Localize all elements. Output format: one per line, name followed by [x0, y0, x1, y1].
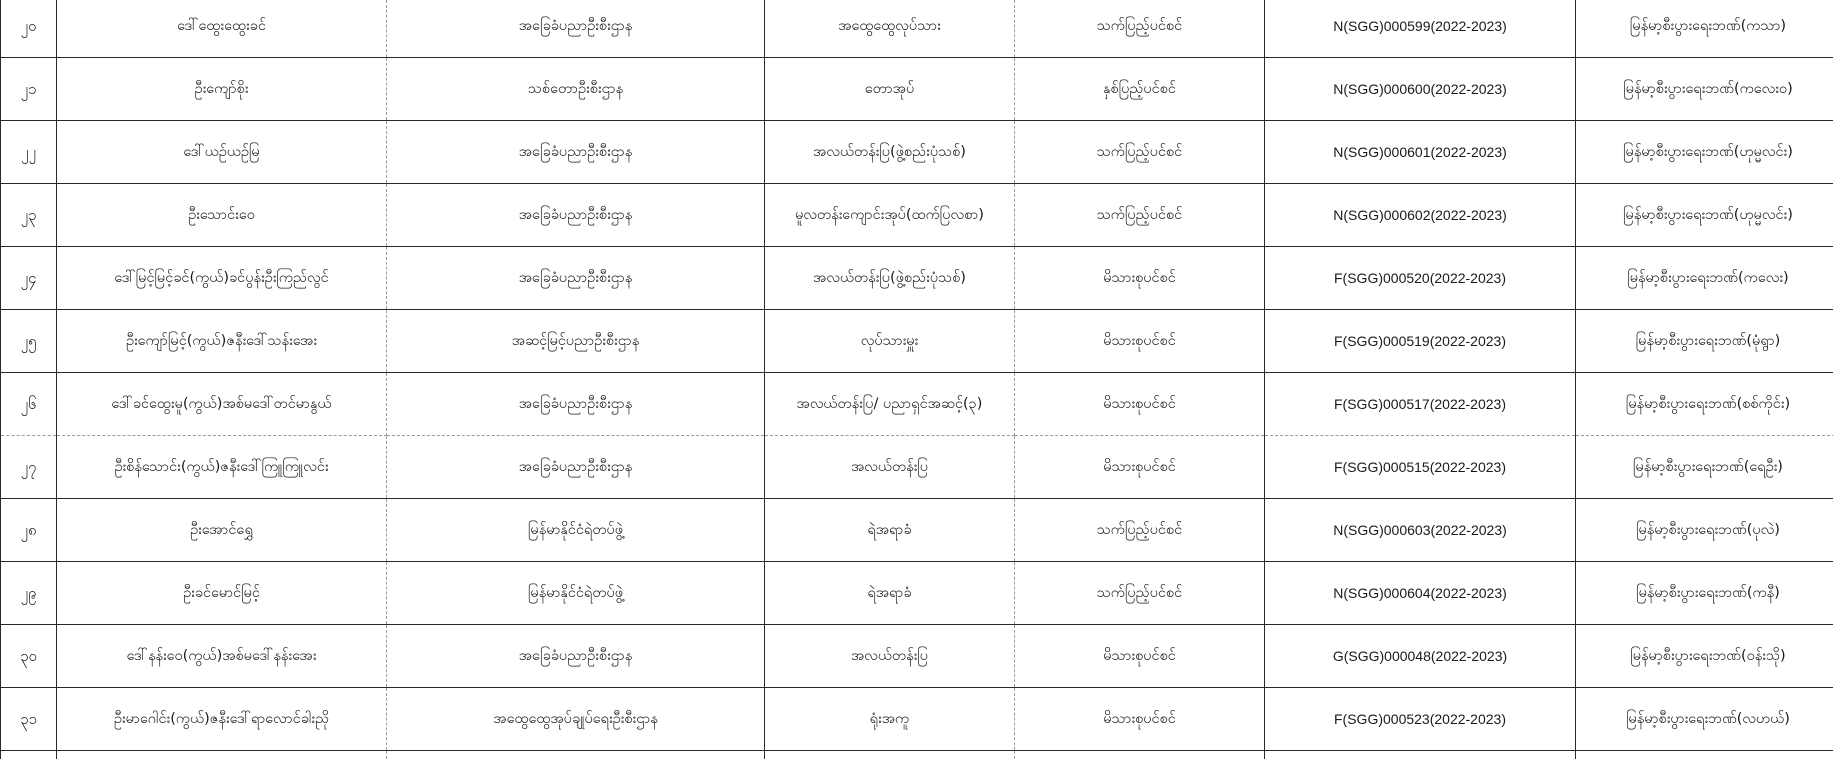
- position-cell: အလယ်တန်းပြ/ ပညာရှင်အဆင့်(၃): [765, 373, 1015, 436]
- position-cell: အလယ်တန်းပြ(ဖွဲ့စည်းပုံသစ်): [765, 247, 1015, 310]
- table-row: [1, 58, 1833, 121]
- pension-type-cell: သက်ပြည့်ပင်စင်: [1015, 0, 1265, 58]
- pension-code-cell: N(SGG)000604(2022-2023): [1265, 562, 1576, 625]
- table-row: [1, 373, 1833, 436]
- pension-code-cell: N(SGG)000601(2022-2023): [1265, 121, 1576, 184]
- row-number-cell: ၂၅: [1, 310, 57, 373]
- department-cell: မြန်မာနိုင်ငံရဲတပ်ဖွဲ့: [387, 562, 765, 625]
- position-cell: တောအုပ်: [765, 58, 1015, 121]
- bank-branch-cell: မြန်မာ့စီးပွားရေးဘဏ်(ပုလဲ): [1576, 499, 1833, 562]
- row-number-cell: ၂၉: [1, 562, 57, 625]
- pension-type-cell: သက်ပြည့်ပင်စင်: [1015, 121, 1265, 184]
- pension-type-cell: မိသားစုပင်စင်: [1015, 436, 1265, 499]
- position-cell: မူလတန်းကျောင်းအုပ်(ထက်ပြလစာ): [765, 184, 1015, 247]
- row-number-cell: ၃၁: [1, 688, 57, 751]
- bank-branch-cell: မြန်မာ့စီးပွားရေးဘဏ်(မုံရွာ): [1576, 310, 1833, 373]
- name-cell: ဦးကျော်မြင့်(ကွယ်)ဇနီးဒေါ်သန်းအေး: [57, 310, 387, 373]
- department-cell: အထွေထွေအုပ်ချုပ်ရေးဦးစီးဌာန: [387, 688, 765, 751]
- pension-type-cell: သက်ပြည့်ပင်စင်: [1015, 184, 1265, 247]
- pension-type-cell: မိသားစုပင်စင်: [1015, 688, 1265, 751]
- bank-branch-cell: မြန်မာ့စီးပွားရေးဘဏ်(လဟယ်): [1576, 688, 1833, 751]
- name-cell: ဦးကျော်စိုး: [57, 58, 387, 121]
- table-body: [1, 0, 1833, 759]
- bank-branch-cell: မြန်မာ့စီးပွားရေးဘဏ်(ကသာ): [1576, 0, 1833, 58]
- table-row: [1, 751, 1833, 759]
- table-row: [1, 0, 1833, 58]
- pension-code-cell: N(SGG)000603(2022-2023): [1265, 499, 1576, 562]
- row-number-cell: ၂၂: [1, 121, 57, 184]
- table-row: [1, 121, 1833, 184]
- pension-type-cell: [1015, 751, 1265, 759]
- table-row: [1, 499, 1833, 562]
- position-cell: အလယ်တန်းပြ: [765, 625, 1015, 688]
- pension-type-cell: သက်ပြည့်ပင်စင်: [1015, 499, 1265, 562]
- row-number-cell: ၂၈: [1, 499, 57, 562]
- pension-type-cell: မိသားစုပင်စင်: [1015, 310, 1265, 373]
- pension-code-cell: N(SGG)000600(2022-2023): [1265, 58, 1576, 121]
- pension-code-cell: F(SGG)000517(2022-2023): [1265, 373, 1576, 436]
- row-number-cell: ၂၇: [1, 436, 57, 499]
- department-cell: အခြေခံပညာဦးစီးဌာန: [387, 436, 765, 499]
- position-cell: လုပ်သားမှူး: [765, 310, 1015, 373]
- bank-branch-cell: မြန်မာ့စီးပွားရေးဘဏ်(ကလေး): [1576, 247, 1833, 310]
- name-cell: ဦးသောင်းဝေ: [57, 184, 387, 247]
- bank-branch-cell: မြန်မာ့စီးပွားရေးဘဏ်(ဟုမ္မလင်း): [1576, 184, 1833, 247]
- row-number-cell: ၂၃: [1, 184, 57, 247]
- pension-type-cell: မိသားစုပင်စင်: [1015, 247, 1265, 310]
- name-cell: ဒေါ်ထွေးထွေးခင်: [57, 0, 387, 58]
- table-row: [1, 436, 1833, 499]
- pension-code-cell: G(SGG)000048(2022-2023): [1265, 625, 1576, 688]
- table-row: [1, 688, 1833, 751]
- bank-branch-cell: မြန်မာ့စီးပွားရေးဘဏ်(ဝန်းသို): [1576, 625, 1833, 688]
- department-cell: အခြေခံပညာဦးစီးဌာန: [387, 625, 765, 688]
- name-cell: ဒေါ်နန်းဝေ(ကွယ်)အစ်မဒေါ်နန်းအေး: [57, 625, 387, 688]
- pension-code-cell: F(SGG)000519(2022-2023): [1265, 310, 1576, 373]
- row-number-cell: [1, 751, 57, 759]
- row-number-cell: ၂၁: [1, 58, 57, 121]
- position-cell: အလယ်တန်းပြ(ဖွဲ့စည်းပုံသစ်): [765, 121, 1015, 184]
- name-cell: ဒေါ်မြင့်မြင့်ခင်(ကွယ်)ခင်ပွန်းဦးကြည်လွင်: [57, 247, 387, 310]
- department-cell: အခြေခံပညာဦးစီးဌာန: [387, 184, 765, 247]
- bank-branch-cell: မြန်မာ့စီးပွားရေးဘဏ်(ကလေးဝ): [1576, 58, 1833, 121]
- table-row: [1, 184, 1833, 247]
- position-cell: [765, 751, 1015, 759]
- position-cell: အထွေထွေလုပ်သား: [765, 0, 1015, 58]
- pension-type-cell: မိသားစုပင်စင်: [1015, 373, 1265, 436]
- pension-code-cell: N(SGG)000602(2022-2023): [1265, 184, 1576, 247]
- table-row: [1, 310, 1833, 373]
- position-cell: အလယ်တန်းပြ: [765, 436, 1015, 499]
- department-cell: အခြေခံပညာဦးစီးဌာန: [387, 0, 765, 58]
- pension-type-cell: နှစ်ပြည့်ပင်စင်: [1015, 58, 1265, 121]
- row-number-cell: ၂၀: [1, 0, 57, 58]
- pension-code-cell: F(SGG)000523(2022-2023): [1265, 688, 1576, 751]
- pension-type-cell: မိသားစုပင်စင်: [1015, 625, 1265, 688]
- department-cell: [387, 751, 765, 759]
- department-cell: အခြေခံပညာဦးစီးဌာန: [387, 247, 765, 310]
- pension-code-cell: F(SGG)000515(2022-2023): [1265, 436, 1576, 499]
- name-cell: ဦးခင်မောင်မြင့်: [57, 562, 387, 625]
- bank-branch-cell: မြန်မာ့စီးပွားရေးဘဏ်(စစ်ကိုင်း): [1576, 373, 1833, 436]
- position-cell: ရဲအရာခံ: [765, 499, 1015, 562]
- bank-branch-cell: မြန်မာ့စီးပွားရေးဘဏ်(ကနီ): [1576, 562, 1833, 625]
- position-cell: ရုံးအကူ: [765, 688, 1015, 751]
- department-cell: သစ်တောဦးစီးဌာန: [387, 58, 765, 121]
- department-cell: အခြေခံပညာဦးစီးဌာန: [387, 373, 765, 436]
- table-row: [1, 247, 1833, 310]
- name-cell: ဦးမာဂေါင်း(ကွယ်)ဇနီးဒေါ်ရာလောင်ခါးညို: [57, 688, 387, 751]
- name-cell: ဦးစိန်သောင်း(ကွယ်)ဇနီးဒေါ်ကြူကြူလင်း: [57, 436, 387, 499]
- row-number-cell: ၃၀: [1, 625, 57, 688]
- name-cell: ဒေါ်ယဉ်ယဉ်မြ: [57, 121, 387, 184]
- table-row: [1, 625, 1833, 688]
- bank-branch-cell: မြန်မာ့စီးပွားရေးဘဏ်(ရေဦး): [1576, 436, 1833, 499]
- name-cell: ဦးအောင်ရွှေ: [57, 499, 387, 562]
- name-cell: [57, 751, 387, 759]
- table-row: [1, 562, 1833, 625]
- row-number-cell: ၂၄: [1, 247, 57, 310]
- department-cell: အဆင့်မြင့်ပညာဦးစီးဌာန: [387, 310, 765, 373]
- department-cell: မြန်မာနိုင်ငံရဲတပ်ဖွဲ့: [387, 499, 765, 562]
- position-cell: ရဲအရာခံ: [765, 562, 1015, 625]
- pension-type-cell: သက်ပြည့်ပင်စင်: [1015, 562, 1265, 625]
- bank-branch-cell: [1576, 751, 1833, 759]
- name-cell: ဒေါ်ခင်ထွေးမူ(ကွယ်)အစ်မဒေါ်တင်မာနွယ်: [57, 373, 387, 436]
- pension-code-cell: N(SGG)000599(2022-2023): [1265, 0, 1576, 58]
- pension-code-cell: F(SGG)000520(2022-2023): [1265, 247, 1576, 310]
- bank-branch-cell: မြန်မာ့စီးပွားရေးဘဏ်(ဟုမ္မလင်း): [1576, 121, 1833, 184]
- pension-code-cell: [1265, 751, 1576, 759]
- department-cell: အခြေခံပညာဦးစီးဌာန: [387, 121, 765, 184]
- row-number-cell: ၂၆: [1, 373, 57, 436]
